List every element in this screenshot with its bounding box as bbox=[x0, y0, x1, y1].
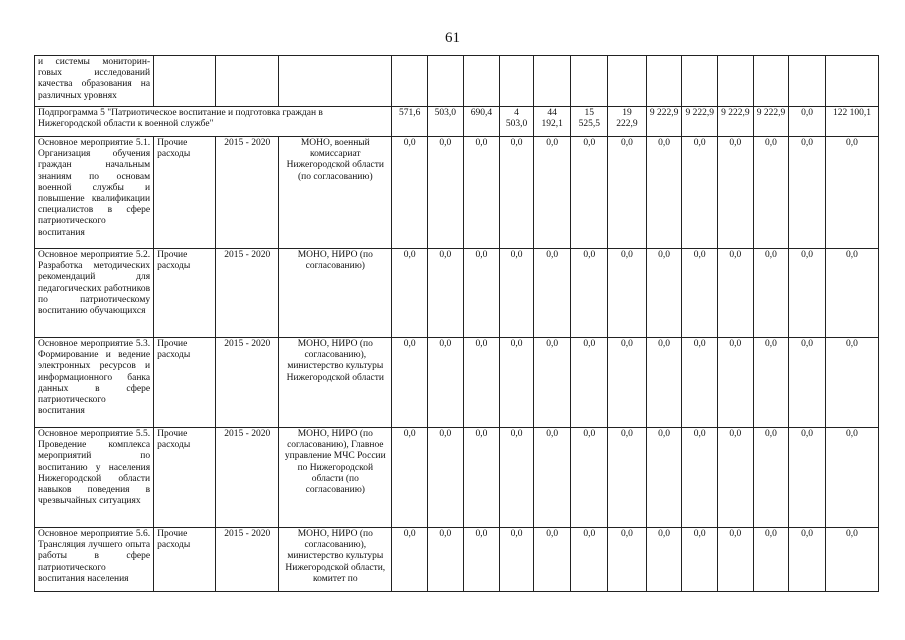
value-cell: 0,0 bbox=[753, 428, 789, 528]
value-cell: 0,0 bbox=[825, 338, 878, 428]
value-cell: 0,0 bbox=[427, 137, 463, 249]
value-cell: 0,0 bbox=[427, 528, 463, 592]
value-cell: 0,0 bbox=[392, 137, 428, 249]
empty-cell bbox=[427, 56, 463, 107]
value-cell: 503,0 bbox=[427, 107, 463, 137]
value-cell: 0,0 bbox=[825, 428, 878, 528]
value-cell: 0,0 bbox=[533, 137, 571, 249]
measure-cell: Основное мероприятие 5.6. Трансляция лучшего опыта работы в сфере патриотического воспитания населения bbox=[35, 528, 154, 592]
value-cell: 0,0 bbox=[789, 107, 826, 137]
value-cell: 0,0 bbox=[533, 528, 571, 592]
empty-cell bbox=[463, 56, 500, 107]
value-cell: 0,0 bbox=[789, 428, 826, 528]
empty-cell bbox=[154, 56, 216, 107]
empty-cell bbox=[500, 56, 534, 107]
value-cell: 0,0 bbox=[500, 249, 534, 338]
value-cell: 0,0 bbox=[427, 249, 463, 338]
value-cell: 0,0 bbox=[825, 137, 878, 249]
value-cell: 0,0 bbox=[463, 338, 500, 428]
period-cell: 2015 - 2020 bbox=[216, 137, 279, 249]
period-cell: 2015 - 2020 bbox=[216, 528, 279, 592]
value-cell: 0,0 bbox=[608, 528, 647, 592]
value-cell: 4 503,0 bbox=[500, 107, 534, 137]
value-cell: 0,0 bbox=[608, 249, 647, 338]
value-cell: 9 222,9 bbox=[753, 107, 789, 137]
period-cell: 2015 - 2020 bbox=[216, 428, 279, 528]
continuation-row bbox=[35, 56, 879, 107]
value-cell: 0,0 bbox=[463, 137, 500, 249]
value-cell: 0,0 bbox=[682, 428, 718, 528]
value-cell: 0,0 bbox=[571, 137, 608, 249]
value-cell: 0,0 bbox=[608, 428, 647, 528]
value-cell: 0,0 bbox=[789, 338, 826, 428]
measure-row bbox=[35, 249, 879, 338]
value-cell: 0,0 bbox=[682, 338, 718, 428]
value-cell: 0,0 bbox=[571, 338, 608, 428]
value-cell: 0,0 bbox=[427, 338, 463, 428]
subprogram-title: Подпрограмма 5 "Патриотическое воспитание и подготовка граждан в Нижегородской области к военной службе" bbox=[35, 107, 392, 137]
empty-cell bbox=[279, 56, 392, 107]
period-cell: 2015 - 2020 bbox=[216, 249, 279, 338]
value-cell: 0,0 bbox=[392, 428, 428, 528]
value-cell: 0,0 bbox=[608, 338, 647, 428]
value-cell: 9 222,9 bbox=[646, 107, 682, 137]
value-cell: 0,0 bbox=[500, 338, 534, 428]
value-cell: 122 100,1 bbox=[825, 107, 878, 137]
value-cell: 0,0 bbox=[825, 528, 878, 592]
value-cell: 0,0 bbox=[753, 338, 789, 428]
measure-cell: Основное мероприятие 5.1. Организация обучения граждан начальным знаниям по основам военной службы и повышение квалификации специалистов в сфере патриотического воспитания bbox=[35, 137, 154, 249]
value-cell: 0,0 bbox=[427, 428, 463, 528]
cost-type-cell: Прочие расходы bbox=[154, 528, 216, 592]
value-cell: 0,0 bbox=[463, 528, 500, 592]
measure-cell: Основное мероприятие 5.2. Разработка методических рекомендаций для педагогических работников по патриотическому воспитанию обучающихся bbox=[35, 249, 154, 338]
value-cell: 0,0 bbox=[463, 428, 500, 528]
value-cell: 0,0 bbox=[500, 137, 534, 249]
value-cell: 0,0 bbox=[608, 137, 647, 249]
budget-table bbox=[34, 55, 879, 592]
value-cell: 15 525,5 bbox=[571, 107, 608, 137]
value-cell: 0,0 bbox=[392, 249, 428, 338]
value-cell: 0,0 bbox=[533, 428, 571, 528]
empty-cell bbox=[533, 56, 571, 107]
value-cell: 0,0 bbox=[682, 137, 718, 249]
page-number: 61 bbox=[445, 30, 460, 46]
measure-row bbox=[35, 528, 879, 592]
value-cell: 0,0 bbox=[571, 528, 608, 592]
value-cell: 0,0 bbox=[571, 249, 608, 338]
value-cell: 571,6 bbox=[392, 107, 428, 137]
measure-cell: Основное мероприятие 5.5. Проведение комплекса мероприятий по воспитанию у населения Нижегородской области навыков поведения в чрезвычайных ситуациях bbox=[35, 428, 154, 528]
empty-cell bbox=[646, 56, 682, 107]
empty-cell bbox=[571, 56, 608, 107]
value-cell: 0,0 bbox=[718, 528, 754, 592]
value-cell: 0,0 bbox=[500, 428, 534, 528]
value-cell: 0,0 bbox=[646, 137, 682, 249]
executors-cell: МОНО, НИРО (по согласованию) bbox=[279, 249, 392, 338]
value-cell: 19 222,9 bbox=[608, 107, 647, 137]
measure-row bbox=[35, 428, 879, 528]
value-cell: 0,0 bbox=[682, 528, 718, 592]
value-cell: 0,0 bbox=[825, 249, 878, 338]
value-cell: 0,0 bbox=[789, 249, 826, 338]
value-cell: 9 222,9 bbox=[718, 107, 754, 137]
value-cell: 44 192,1 bbox=[533, 107, 571, 137]
value-cell: 0,0 bbox=[682, 249, 718, 338]
value-cell: 0,0 bbox=[646, 249, 682, 338]
value-cell: 0,0 bbox=[789, 528, 826, 592]
value-cell: 0,0 bbox=[718, 137, 754, 249]
value-cell: 0,0 bbox=[392, 528, 428, 592]
value-cell: 0,0 bbox=[500, 528, 534, 592]
measure-cell: Основное мероприятие 5.3. Формирование и ведение электронных ресурсов и информационного банка данных в сфере патриотического воспитания bbox=[35, 338, 154, 428]
period-cell: 2015 - 2020 bbox=[216, 338, 279, 428]
executors-cell: МОНО, военный комиссариат Нижегородской области (по согласованию) bbox=[279, 137, 392, 249]
cost-type-cell: Прочие расходы bbox=[154, 249, 216, 338]
value-cell: 0,0 bbox=[646, 528, 682, 592]
executors-cell: МОНО, НИРО (по согласованию), министерство культуры Нижегородской области, комитет по bbox=[279, 528, 392, 592]
value-cell: 0,0 bbox=[533, 249, 571, 338]
cost-type-cell: Прочие расходы bbox=[154, 137, 216, 249]
empty-cell bbox=[753, 56, 789, 107]
value-cell: 0,0 bbox=[533, 338, 571, 428]
empty-cell bbox=[718, 56, 754, 107]
value-cell: 0,0 bbox=[646, 428, 682, 528]
value-cell: 0,0 bbox=[753, 137, 789, 249]
value-cell: 0,0 bbox=[753, 249, 789, 338]
value-cell: 690,4 bbox=[463, 107, 500, 137]
cost-type-cell: Прочие расходы bbox=[154, 338, 216, 428]
empty-cell bbox=[392, 56, 428, 107]
value-cell: 0,0 bbox=[571, 428, 608, 528]
cost-type-cell: Прочие расходы bbox=[154, 428, 216, 528]
value-cell: 0,0 bbox=[718, 428, 754, 528]
executors-cell: МОНО, НИРО (по согласованию), министерство культуры Нижегородской области bbox=[279, 338, 392, 428]
value-cell: 0,0 bbox=[392, 338, 428, 428]
empty-cell bbox=[789, 56, 826, 107]
empty-cell bbox=[608, 56, 647, 107]
measure-row bbox=[35, 338, 879, 428]
value-cell: 0,0 bbox=[646, 338, 682, 428]
value-cell: 9 222,9 bbox=[682, 107, 718, 137]
executors-cell: МОНО, НИРО (по согласованию), Главное управление МЧС России по Нижегородской области (по согласованию) bbox=[279, 428, 392, 528]
value-cell: 0,0 bbox=[718, 249, 754, 338]
value-cell: 0,0 bbox=[753, 528, 789, 592]
measure-row bbox=[35, 137, 879, 249]
value-cell: 0,0 bbox=[463, 249, 500, 338]
empty-cell bbox=[825, 56, 878, 107]
empty-cell bbox=[682, 56, 718, 107]
continuation-measure-cell: и системы мониторин-говых исследований качества образования на различных уровнях bbox=[35, 56, 154, 107]
value-cell: 0,0 bbox=[718, 338, 754, 428]
value-cell: 0,0 bbox=[789, 137, 826, 249]
subprogram-row bbox=[35, 107, 879, 137]
empty-cell bbox=[216, 56, 279, 107]
